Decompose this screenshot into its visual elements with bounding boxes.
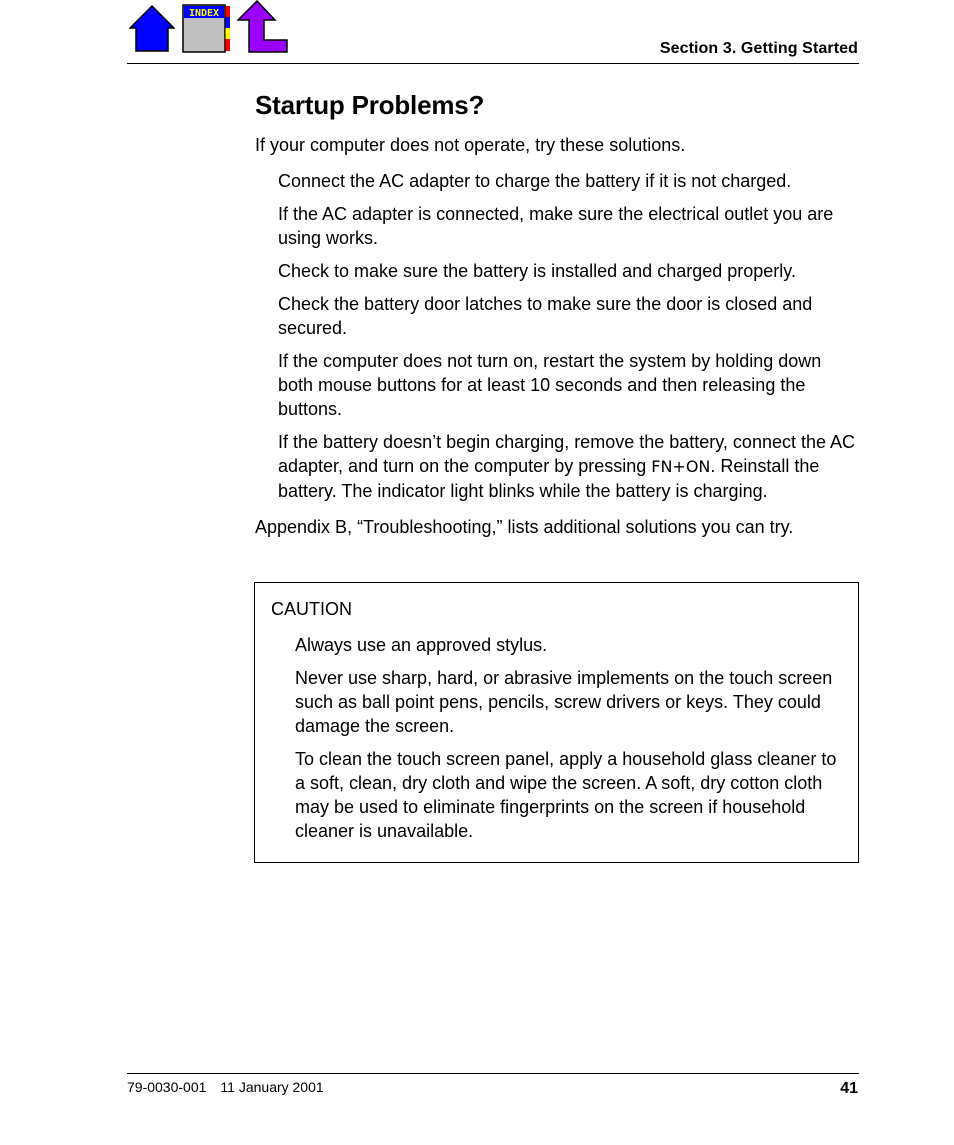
footer-rule xyxy=(127,1073,859,1074)
key-combo: FN+ON xyxy=(651,457,711,476)
list-item xyxy=(278,430,859,503)
home-button[interactable] xyxy=(129,4,175,52)
caution-list xyxy=(295,633,845,852)
up-button[interactable] xyxy=(237,0,289,54)
doc-number: 79-0030-001 xyxy=(127,1079,207,1095)
list-item: Check the battery door latches to make sure the door is closed and secured. xyxy=(278,294,813,338)
section-header: Section 3. Getting Started xyxy=(659,40,858,57)
caution-label: CAUTION xyxy=(271,599,352,619)
main-content xyxy=(255,90,859,539)
navigation-bar xyxy=(129,0,299,56)
up-arrow-icon xyxy=(237,0,289,54)
list-item-text: . Reinstall the battery. The indicator light blinks while the battery is charging. xyxy=(278,456,820,501)
footer-info xyxy=(127,1079,324,1095)
caution-box xyxy=(254,582,859,863)
page-title: Startup Problems? xyxy=(255,90,485,120)
intro-text: If your computer does not operate, try these solutions. xyxy=(255,135,686,155)
appendix-reference: Appendix B, “Troubleshooting,” lists additional solutions you can try. xyxy=(255,517,794,537)
list-item: If the computer does not turn on, restart the system by holding down both mouse buttons for at least 10 seconds and then releasing the buttons. xyxy=(278,351,822,419)
list-item: Always use an approved stylus. xyxy=(295,635,548,655)
page-number: 41 xyxy=(840,1080,858,1097)
solutions-list xyxy=(278,169,859,503)
index-icon xyxy=(182,4,232,53)
index-button[interactable] xyxy=(182,4,232,53)
doc-date: 11 January 2001 xyxy=(220,1079,324,1095)
home-icon xyxy=(129,4,175,52)
index-icon-label: INDEX xyxy=(188,8,220,19)
list-item: Never use sharp, hard, or abrasive implements on the touch screen such as ball point pens, pencils, screw drivers or keys. They could damage the screen. xyxy=(295,668,833,736)
list-item: If the AC adapter is connected, make sure the electrical outlet you are using works. xyxy=(278,204,834,248)
list-item: To clean the touch screen panel, apply a household glass cleaner to a soft, clean, dry cloth and wipe the screen. A soft, dry cotton cloth may be used to eliminate fingerprints on the screen if household cleaner is unavailable. xyxy=(295,749,837,841)
header-rule xyxy=(127,63,859,64)
list-item-text: If the battery doesn’t begin charging, remove the battery, connect the AC adapter, and turn on the computer by pressing xyxy=(278,432,856,476)
list-item: Connect the AC adapter to charge the battery if it is not charged. xyxy=(278,171,792,191)
list-item: Check to make sure the battery is installed and charged properly. xyxy=(278,261,796,281)
